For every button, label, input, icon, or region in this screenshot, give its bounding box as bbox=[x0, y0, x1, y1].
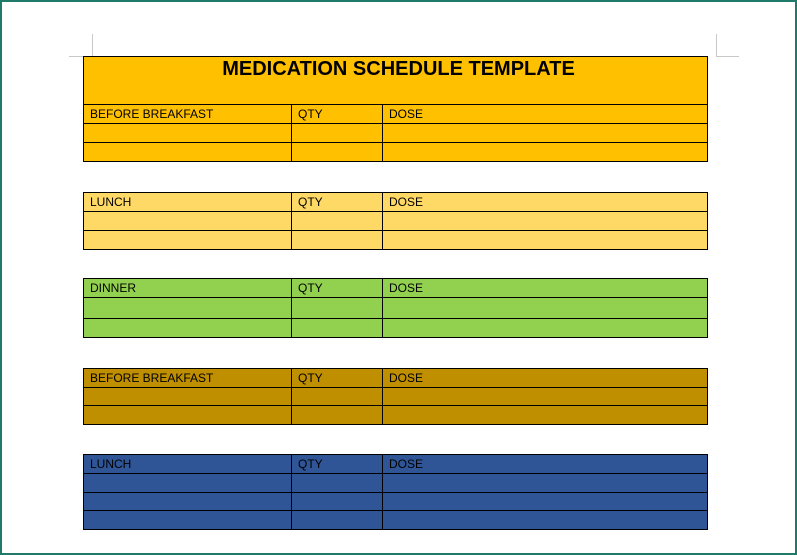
medication-cell[interactable] bbox=[84, 143, 292, 162]
qty-header: QTY bbox=[292, 455, 383, 474]
qty-cell[interactable] bbox=[292, 319, 383, 338]
dose-header: DOSE bbox=[383, 455, 708, 474]
dose-cell[interactable] bbox=[383, 298, 708, 319]
dose-cell[interactable] bbox=[383, 124, 708, 143]
medication-cell[interactable] bbox=[84, 319, 292, 338]
section-heading: LUNCH bbox=[84, 193, 292, 212]
qty-cell[interactable] bbox=[292, 298, 383, 319]
dose-cell[interactable] bbox=[383, 143, 708, 162]
medication-table-before-breakfast-2 bbox=[83, 368, 708, 425]
qty-header: QTY bbox=[292, 369, 383, 388]
medication-cell[interactable] bbox=[84, 231, 292, 250]
dose-header: DOSE bbox=[383, 105, 708, 124]
section-heading: DINNER bbox=[84, 279, 292, 298]
medication-table-before-breakfast bbox=[83, 56, 708, 162]
dose-cell[interactable] bbox=[383, 474, 708, 493]
qty-cell[interactable] bbox=[292, 511, 383, 530]
medication-table-lunch-2 bbox=[83, 454, 708, 530]
medication-cell[interactable] bbox=[84, 511, 292, 530]
medication-table-dinner bbox=[83, 278, 708, 338]
qty-cell[interactable] bbox=[292, 143, 383, 162]
medication-cell[interactable] bbox=[84, 388, 292, 406]
dose-cell[interactable] bbox=[383, 319, 708, 338]
medication-cell[interactable] bbox=[84, 406, 292, 425]
medication-cell[interactable] bbox=[84, 124, 292, 143]
qty-cell[interactable] bbox=[292, 493, 383, 511]
dose-header: DOSE bbox=[383, 279, 708, 298]
qty-cell[interactable] bbox=[292, 406, 383, 425]
dose-cell[interactable] bbox=[383, 406, 708, 425]
qty-cell[interactable] bbox=[292, 124, 383, 143]
qty-header: QTY bbox=[292, 279, 383, 298]
qty-cell[interactable] bbox=[292, 474, 383, 493]
dose-cell[interactable] bbox=[383, 493, 708, 511]
document-title: MEDICATION SCHEDULE TEMPLATE bbox=[84, 57, 708, 105]
dose-cell[interactable] bbox=[383, 511, 708, 530]
qty-header: QTY bbox=[292, 105, 383, 124]
qty-cell[interactable] bbox=[292, 212, 383, 231]
dose-header: DOSE bbox=[383, 193, 708, 212]
margin-mark-top-right-vertical bbox=[716, 34, 717, 56]
dose-cell[interactable] bbox=[383, 212, 708, 231]
margin-mark-top-right-horizontal bbox=[716, 56, 739, 57]
qty-cell[interactable] bbox=[292, 388, 383, 406]
section-heading: BEFORE BREAKFAST bbox=[84, 369, 292, 388]
section-heading: BEFORE BREAKFAST bbox=[84, 105, 292, 124]
medication-table-lunch bbox=[83, 192, 708, 250]
dose-cell[interactable] bbox=[383, 231, 708, 250]
medication-cell[interactable] bbox=[84, 493, 292, 511]
medication-cell[interactable] bbox=[84, 298, 292, 319]
medication-cell[interactable] bbox=[84, 212, 292, 231]
medication-cell[interactable] bbox=[84, 474, 292, 493]
dose-cell[interactable] bbox=[383, 388, 708, 406]
qty-header: QTY bbox=[292, 193, 383, 212]
section-heading: LUNCH bbox=[84, 455, 292, 474]
qty-cell[interactable] bbox=[292, 231, 383, 250]
margin-mark-top-left-vertical bbox=[92, 34, 93, 56]
dose-header: DOSE bbox=[383, 369, 708, 388]
